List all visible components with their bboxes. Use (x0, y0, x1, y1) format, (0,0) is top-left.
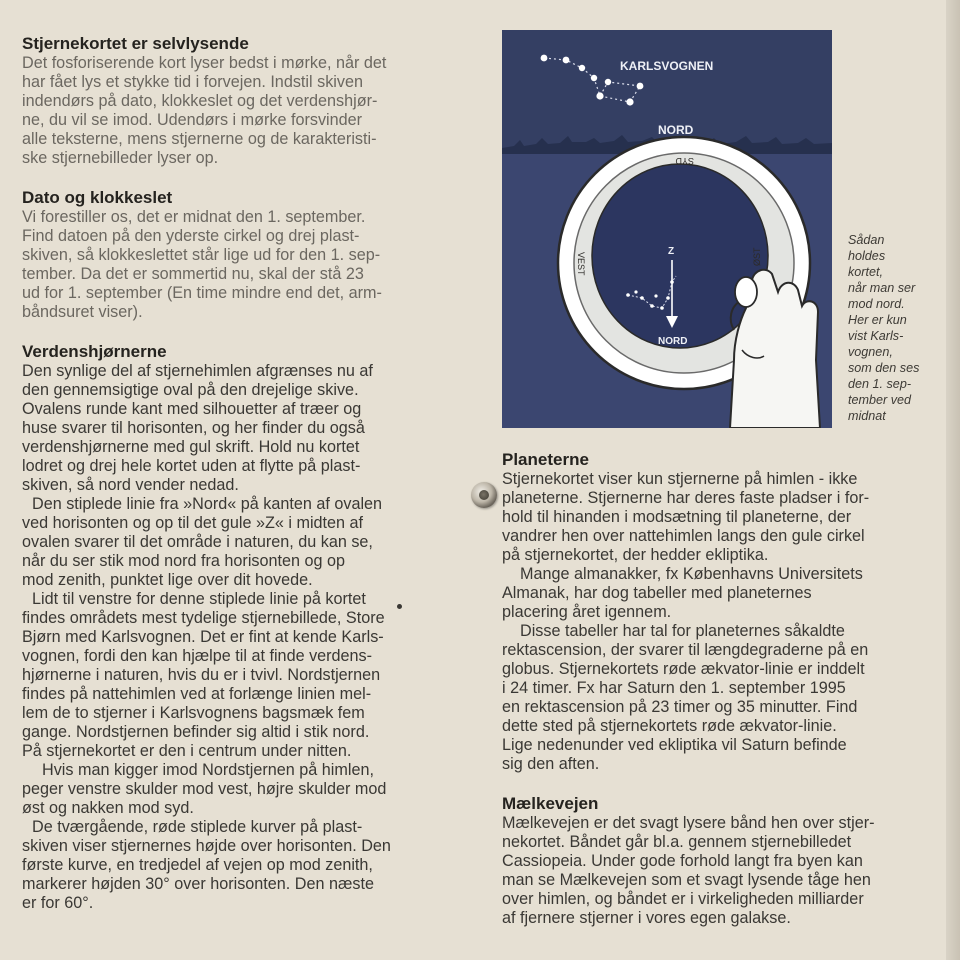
star-map-illustration (502, 30, 832, 428)
label-vest: VEST (576, 252, 586, 276)
text-line: Ovalens runde kant med silhouetter af træer og (22, 400, 362, 418)
text-line: globus. Stjernekortets røde ækvator-linie er inddelt (502, 660, 865, 678)
text-line: huse svarer til horisonten, og her finder du også (22, 419, 365, 437)
text-line: en rektascension på 23 timer og 35 minutter. Find (502, 698, 858, 716)
figure-caption (848, 232, 948, 424)
text-line: af fjernere stjerner i vores egen galakse. (502, 909, 791, 927)
label-ost: ØST (752, 247, 762, 266)
paragraph (22, 818, 460, 913)
left-column (22, 34, 460, 933)
binding-rivet (471, 482, 497, 508)
caption-line: vist Karls- (848, 329, 904, 343)
text-line: har fået lys et stykke tid i forvejen. Indstil skiven (22, 73, 363, 91)
text-line: markerer højden 30° over horisonten. Den næste (22, 875, 374, 893)
text-line: indendørs på dato, klokkeslet og det verdenshjør- (22, 92, 378, 110)
section-heading: Stjernekortet er selvlysende (22, 34, 249, 53)
text-line: er for 60°. (22, 894, 94, 912)
text-line: skiven viser stjernernes højde over horisonten. Den (22, 837, 391, 855)
text-line: Hvis man kigger imod Nordstjernen på himlen, (42, 761, 374, 779)
section-dato-klokkeslet (22, 188, 460, 322)
caption-line: tember ved (848, 393, 911, 407)
text-line: første kurve, en tredjedel af vejen op mod zenith, (22, 856, 373, 874)
text-line: ud for 1. september (En time mindre end det, arm- (22, 284, 382, 302)
right-column (502, 450, 930, 948)
section-verdenshjoernerne (22, 342, 460, 913)
section-selvlysende (22, 34, 460, 168)
text-line: øst og nakken mod syd. (22, 799, 194, 817)
text-line: skiven, så nord vender nedad. (22, 476, 239, 494)
text-line: skiven, så klokkeslettet står lige ud for den 1. sep- (22, 246, 381, 264)
label-nord-disc: NORD (658, 336, 688, 347)
caption-line: kortet, (848, 265, 883, 279)
text-line: verdenshjørnerne med gul skrift. Hold nu kortet (22, 438, 360, 456)
section-heading: Dato og klokkeslet (22, 188, 173, 207)
text-line: Disse tabeller har tal for planeternes såkaldte (520, 622, 845, 640)
text-line: lem de to stjerner i Karlsvognens bagsmæk fem (22, 704, 365, 722)
ink-dot (397, 604, 402, 609)
text-line: over himlen, og båndet er i virkeligheden milliarder (502, 890, 864, 908)
text-line: placering året igennem. (502, 603, 672, 621)
label-zenith: Z (668, 246, 675, 257)
text-line: På stjernekortet er den i centrum under nitten. (22, 742, 352, 760)
text-line: når du ser stik mod nord fra horisonten og op (22, 552, 346, 570)
text-line: man se Mælkevejen som et svagt lysende tåge hen (502, 871, 871, 889)
caption-line: holdes (848, 249, 886, 263)
text-line: Mange almanakker, fx Københavns Universitets (520, 565, 863, 583)
paragraph (22, 495, 460, 590)
paragraph (502, 814, 930, 928)
label-nord-sky: NORD (658, 123, 694, 137)
text-line: ved horisonten og op til det gule »Z« i midten af (22, 514, 364, 532)
caption-line: mod nord. (848, 297, 905, 311)
caption-line: når man ser (848, 281, 916, 295)
caption-line: midnat (848, 409, 886, 423)
text-line: Bjørn med Karlsvognen. Det er fint at kende Karls- (22, 628, 384, 646)
text-line: Cassiopeia. Under gode forhold langt fra byen kan (502, 852, 863, 870)
paragraph (22, 362, 460, 495)
text-line: Lidt til venstre for denne stiplede linie på kortet (32, 590, 366, 608)
text-line: Den stiplede linie fra »Nord« på kanten af ovalen (32, 495, 383, 513)
text-line: planeterne. Stjernerne har deres faste pladser i for- (502, 489, 870, 507)
paragraph (22, 590, 460, 761)
text-line: Lige nedenunder ved ekliptika vil Saturn befinde (502, 736, 847, 754)
text-line: lodret og drej hele kortet uden at flytte på plast- (22, 457, 361, 475)
paragraph (22, 761, 460, 818)
section-maelkevejen (502, 794, 930, 928)
text-line: den gennemsigtige oval på den drejelige skive. (22, 381, 359, 399)
label-syd: SYD (675, 156, 694, 166)
text-line: alle teksterne, mens stjernerne og de karakteristi- (22, 130, 377, 148)
text-line: rektascension, der svarer til længdegraderne på en (502, 641, 869, 659)
text-line: findes på nattehimlen ved at forlænge linien mel- (22, 685, 372, 703)
text-line: mod zenith, punktet lige over dit hovede. (22, 571, 313, 589)
text-line: hjørnerne i naturen, hvis du er i tvivl. Nordstjernen (22, 666, 381, 684)
text-line: gange. Nordstjernen befinder sig altid i stik nord. (22, 723, 370, 741)
section-heading: Verdenshjørnerne (22, 342, 167, 361)
text-line: Stjernekortet viser kun stjernerne på himlen - ikke (502, 470, 858, 488)
caption-line: den 1. sep- (848, 377, 912, 391)
text-line: hold til hinanden i modsætning til planeterne, der (502, 508, 852, 526)
text-line: Det fosforiserende kort lyser bedst i mørke, når det (22, 54, 387, 72)
text-line: nekortet. Båndet går bl.a. gennem stjernebilledet (502, 833, 852, 851)
text-line: vognen, fordi den kan hjælpe til at finde verdens- (22, 647, 373, 665)
caption-line: Sådan (848, 233, 885, 247)
paragraph (502, 622, 930, 774)
text-line: ne, du vil se imod. Udendørs i mørke forsvinder (22, 111, 363, 129)
caption-line: vognen, (848, 345, 893, 359)
rivet-hole (479, 490, 489, 500)
text-line: ske stjernebilleder lyser op. (22, 149, 219, 167)
caption-line: som den ses (848, 361, 920, 375)
illustration-svg (502, 30, 832, 428)
paragraph (502, 565, 930, 622)
caption-line: Her er kun (848, 313, 907, 327)
text-line: på stjernekortet, der hedder ekliptika. (502, 546, 769, 564)
text-line: tember. Da det er sommertid nu, skal der stå 23 (22, 265, 364, 283)
text-line: dette sted på stjernekortets røde ækvator-linie. (502, 717, 837, 735)
text-line: Mælkevejen er det svagt lysere bånd hen over stjer- (502, 814, 875, 832)
text-line: Vi forestiller os, det er midnat den 1. september. (22, 208, 366, 226)
paragraph (22, 54, 460, 168)
text-line: findes områdets mest tydelige stjernebillede, Store (22, 609, 385, 627)
text-line: vandrer hen over nattehimlen langs den gule cirkel (502, 527, 865, 545)
text-line: Den synlige del af stjernehimlen afgrænses nu af (22, 362, 373, 380)
section-planeterne (502, 450, 930, 774)
text-line: ovalen svarer til det område i naturen, du kan se, (22, 533, 373, 551)
label-karlsvognen: KARLSVOGNEN (620, 59, 714, 73)
text-line: peger venstre skulder mod vest, højre skulder mod (22, 780, 387, 798)
page-edge (946, 0, 960, 960)
text-line: sig den aften. (502, 755, 600, 773)
text-line: Find datoen på den yderste cirkel og drej plast- (22, 227, 360, 245)
paragraph (502, 470, 930, 565)
section-heading: Planeterne (502, 450, 589, 469)
text-line: i 24 timer. Fx har Saturn den 1. september 1995 (502, 679, 846, 697)
paragraph (22, 208, 460, 322)
text-line: De tværgående, røde stiplede kurver på plast- (32, 818, 363, 836)
text-line: Almanak, har dog tabeller med planeternes (502, 584, 812, 602)
section-heading: Mælkevejen (502, 794, 599, 813)
text-line: båndsuret viser). (22, 303, 143, 321)
